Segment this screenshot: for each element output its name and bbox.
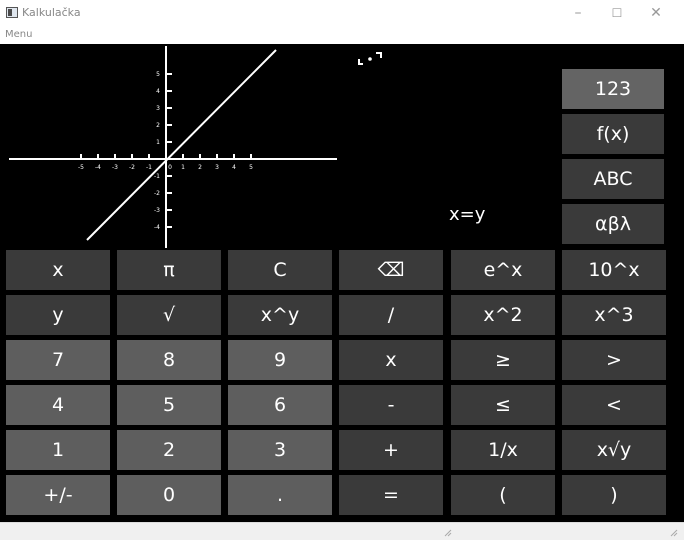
status-bar xyxy=(0,522,684,540)
y-tick-label: 2 xyxy=(156,122,160,129)
key-button[interactable]: 10^x xyxy=(562,250,666,290)
key-button[interactable]: 0 xyxy=(117,475,221,515)
key-button[interactable]: 9 xyxy=(228,340,332,380)
x-tick-label: -3 xyxy=(112,164,118,171)
y-tick-label: -1 xyxy=(154,173,160,180)
splitter-grip-icon[interactable] xyxy=(444,529,452,537)
key-button[interactable]: ≥ xyxy=(451,340,555,380)
x-tick-label: 2 xyxy=(198,164,202,171)
close-button[interactable]: ✕ xyxy=(650,5,662,21)
key-button[interactable]: < xyxy=(562,385,666,425)
y-tick-label: 3 xyxy=(156,105,160,112)
y-tick-label: 5 xyxy=(156,71,160,78)
key-button[interactable]: x^y xyxy=(228,295,332,335)
key-button[interactable]: e^x xyxy=(451,250,555,290)
mode-button[interactable]: f(x) xyxy=(562,114,664,154)
x-tick-label: 0 xyxy=(168,164,172,171)
key-button[interactable]: = xyxy=(339,475,443,515)
mode-button[interactable]: αβλ xyxy=(562,204,664,244)
x-tick-label: -2 xyxy=(129,164,135,171)
key-button[interactable]: ) xyxy=(562,475,666,515)
mode-button[interactable]: ABC xyxy=(562,159,664,199)
menu-button[interactable]: Menu xyxy=(5,29,33,40)
key-button[interactable]: 4 xyxy=(6,385,110,425)
equation-label: x=y xyxy=(449,204,486,225)
key-button[interactable]: +/- xyxy=(6,475,110,515)
x-tick-label: 4 xyxy=(232,164,236,171)
y-tick-label: 4 xyxy=(156,88,160,95)
key-button[interactable]: . xyxy=(228,475,332,515)
key-button[interactable]: ( xyxy=(451,475,555,515)
key-button[interactable]: x√y xyxy=(562,430,666,470)
key-button[interactable]: ⌫ xyxy=(339,250,443,290)
key-button[interactable]: x xyxy=(339,340,443,380)
y-tick-label: -4 xyxy=(154,224,160,231)
maximize-button[interactable]: ☐ xyxy=(611,6,623,20)
key-button[interactable]: - xyxy=(339,385,443,425)
window-title: Kalkulačka xyxy=(22,6,81,19)
key-button[interactable]: x^3 xyxy=(562,295,666,335)
function-graph xyxy=(0,44,345,250)
calculator-app-icon xyxy=(6,7,18,18)
x-tick-label: 5 xyxy=(249,164,253,171)
x-tick-label: -5 xyxy=(78,164,84,171)
key-button[interactable]: 1/x xyxy=(451,430,555,470)
key-button[interactable]: 8 xyxy=(117,340,221,380)
key-button[interactable]: 3 xyxy=(228,430,332,470)
y-tick-label: -2 xyxy=(154,190,160,197)
function-line xyxy=(87,50,276,240)
key-button[interactable]: + xyxy=(339,430,443,470)
key-button[interactable]: 5 xyxy=(117,385,221,425)
key-button[interactable]: 1 xyxy=(6,430,110,470)
x-tick-label: 1 xyxy=(181,164,185,171)
menu-bar xyxy=(0,26,684,44)
key-button[interactable]: 6 xyxy=(228,385,332,425)
key-button[interactable]: y xyxy=(6,295,110,335)
key-button[interactable]: π xyxy=(117,250,221,290)
key-button[interactable]: ≤ xyxy=(451,385,555,425)
key-button[interactable]: C xyxy=(228,250,332,290)
x-tick-label: -1 xyxy=(146,164,152,171)
minimize-button[interactable]: – xyxy=(574,5,582,21)
mode-button[interactable]: 123 xyxy=(562,69,664,109)
x-tick-label: -4 xyxy=(95,164,101,171)
expand-graph-icon[interactable] xyxy=(358,52,382,72)
y-tick-label: 1 xyxy=(156,139,160,146)
key-button[interactable]: √ xyxy=(117,295,221,335)
key-button[interactable]: 2 xyxy=(117,430,221,470)
key-button[interactable]: 7 xyxy=(6,340,110,380)
y-tick-label: -3 xyxy=(154,207,160,214)
title-bar xyxy=(0,0,684,26)
key-button[interactable]: x^2 xyxy=(451,295,555,335)
key-button[interactable]: > xyxy=(562,340,666,380)
x-tick-label: 3 xyxy=(215,164,219,171)
key-button[interactable]: x xyxy=(6,250,110,290)
resize-grip-icon[interactable] xyxy=(670,529,678,537)
key-button[interactable]: / xyxy=(339,295,443,335)
